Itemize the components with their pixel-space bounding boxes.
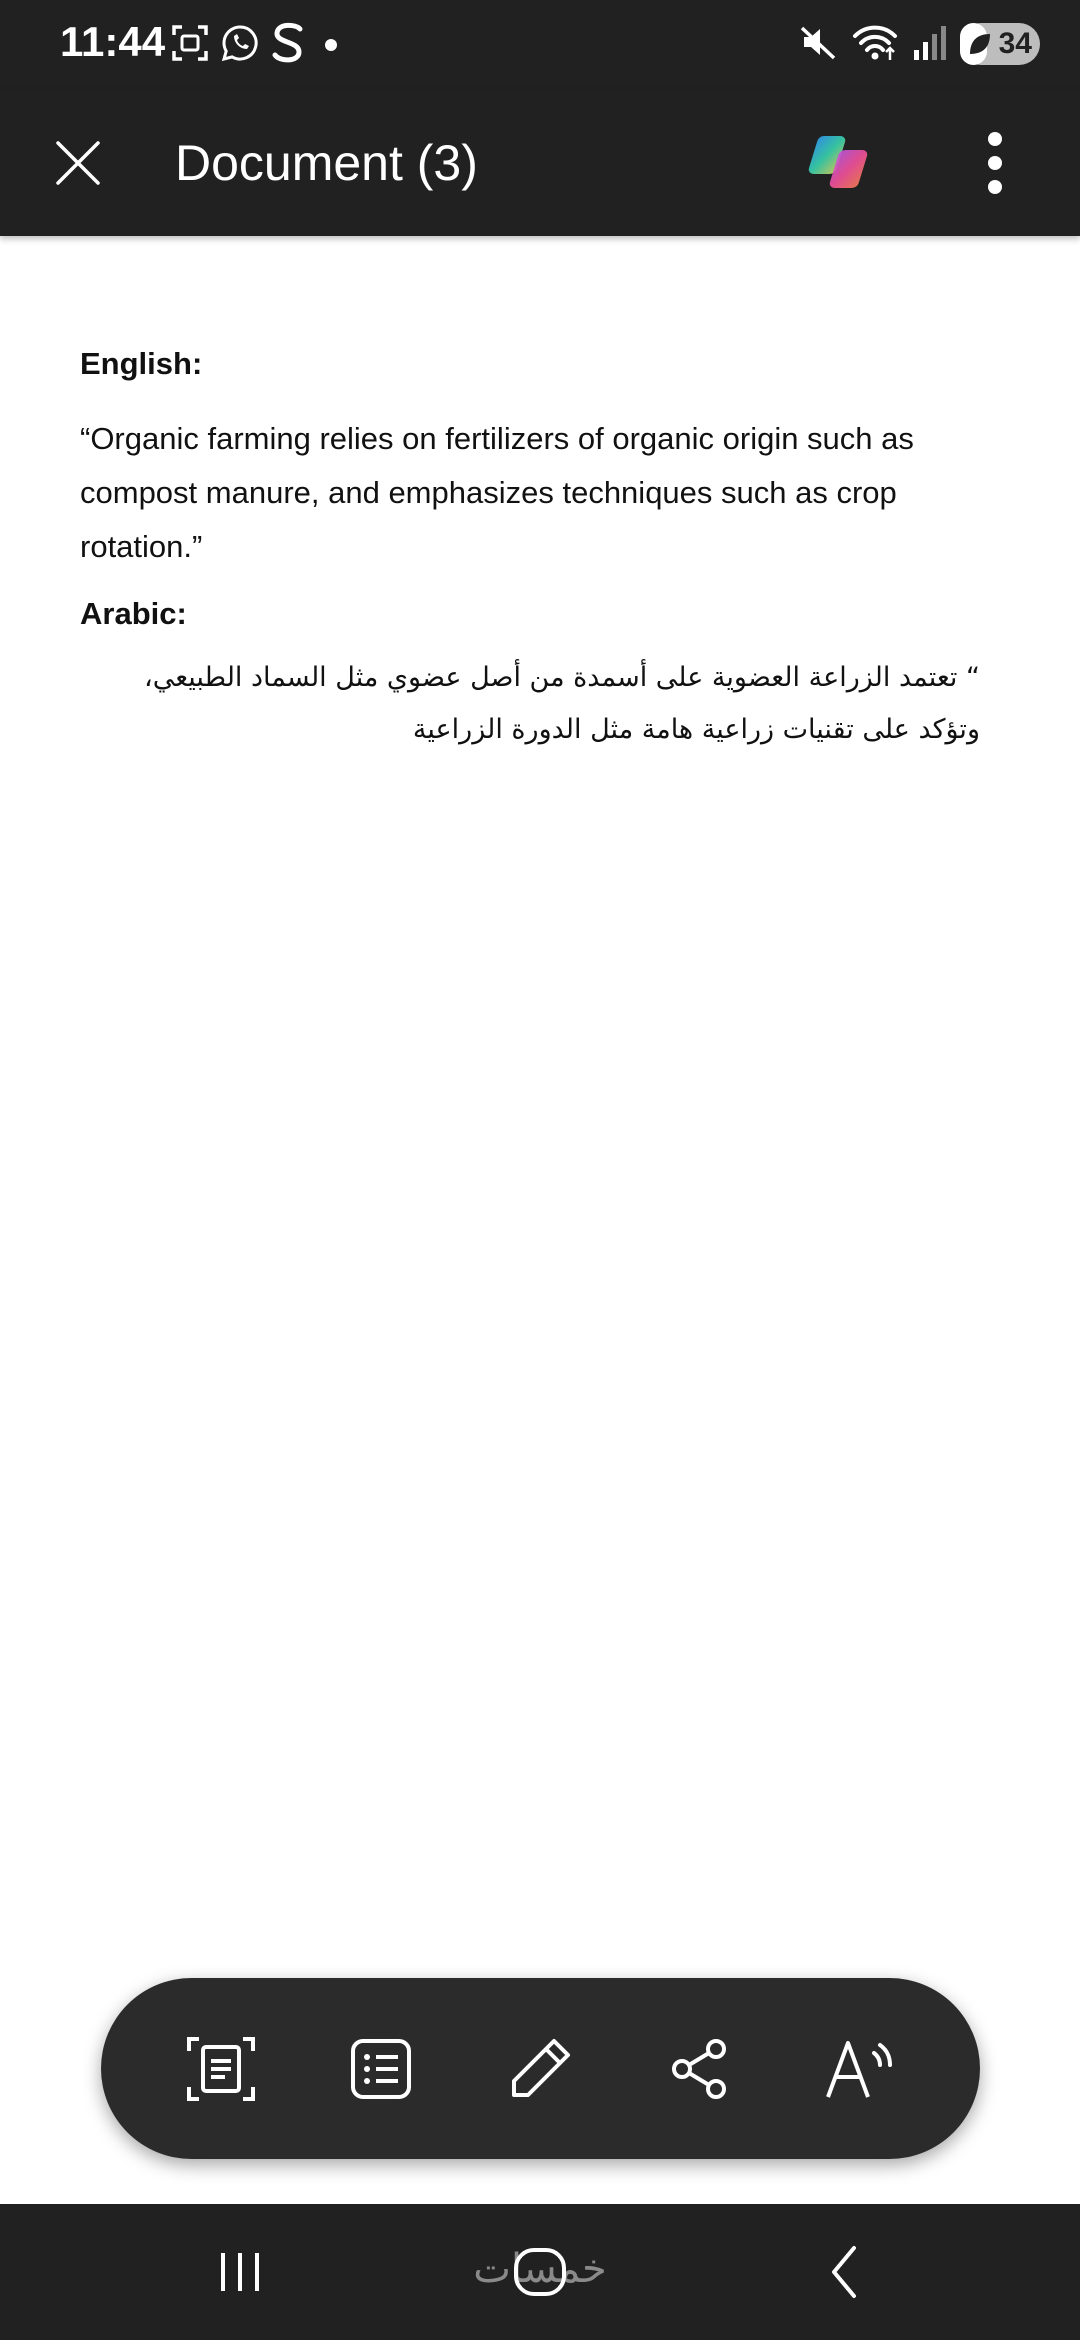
status-time: 11:44 xyxy=(60,18,166,65)
list-icon xyxy=(349,2037,413,2101)
whatsapp-icon xyxy=(220,23,260,68)
copilot-button[interactable] xyxy=(798,122,878,202)
more-vertical-icon xyxy=(985,131,1005,195)
floating-toolbar xyxy=(101,1978,980,2159)
arabic-heading: Arabic: xyxy=(80,596,187,631)
page-title: Document (3) xyxy=(175,135,478,191)
wifi-icon xyxy=(852,22,898,67)
share-button[interactable] xyxy=(645,2014,755,2124)
screenshot-icon xyxy=(170,23,210,68)
scan-text-button[interactable] xyxy=(166,2014,276,2124)
edit-button[interactable] xyxy=(485,2014,595,2124)
battery-level: 34 xyxy=(998,27,1032,60)
read-aloud-button[interactable] xyxy=(805,2014,915,2124)
back-button[interactable] xyxy=(795,2232,895,2312)
status-right-icons xyxy=(798,18,1040,70)
scan-text-icon xyxy=(185,2033,257,2105)
s-app-icon xyxy=(270,21,306,70)
close-icon xyxy=(54,139,102,187)
status-bar xyxy=(0,0,1080,90)
signal-icon xyxy=(912,22,946,67)
recents-button[interactable] xyxy=(190,2232,290,2312)
copilot-icon xyxy=(806,130,870,194)
home-button[interactable] xyxy=(490,2232,590,2312)
edit-pencil-icon xyxy=(506,2035,574,2103)
notification-dot-icon xyxy=(316,23,346,68)
more-options-button[interactable] xyxy=(955,118,1035,208)
share-icon xyxy=(668,2037,732,2101)
read-aloud-icon xyxy=(824,2037,896,2101)
status-left-icons xyxy=(170,20,346,70)
navigation-bar xyxy=(0,2204,1080,2340)
app-bar xyxy=(0,90,1080,236)
home-icon xyxy=(510,2242,570,2302)
mute-icon xyxy=(798,22,838,67)
back-icon xyxy=(820,2242,870,2302)
list-button[interactable] xyxy=(326,2014,436,2124)
close-button[interactable] xyxy=(40,125,116,201)
recents-icon xyxy=(215,2247,265,2297)
document-body xyxy=(80,340,980,756)
english-text: “Organic farming relies on fertilizers of organic origin such as compost manure, and emphasizes techniques such as crop rotation.” xyxy=(80,421,914,564)
arabic-text: “ تعتمد الزراعة العضوية على أسمدة من أصل عضوي مثل السماد الطبيعي، وتؤكد على تقنيات زراعية هامة مثل الدورة الزراعية xyxy=(144,662,980,745)
battery-icon xyxy=(960,23,1040,65)
english-heading: English: xyxy=(80,346,203,381)
watermark: خمسات xyxy=(473,2246,607,2292)
